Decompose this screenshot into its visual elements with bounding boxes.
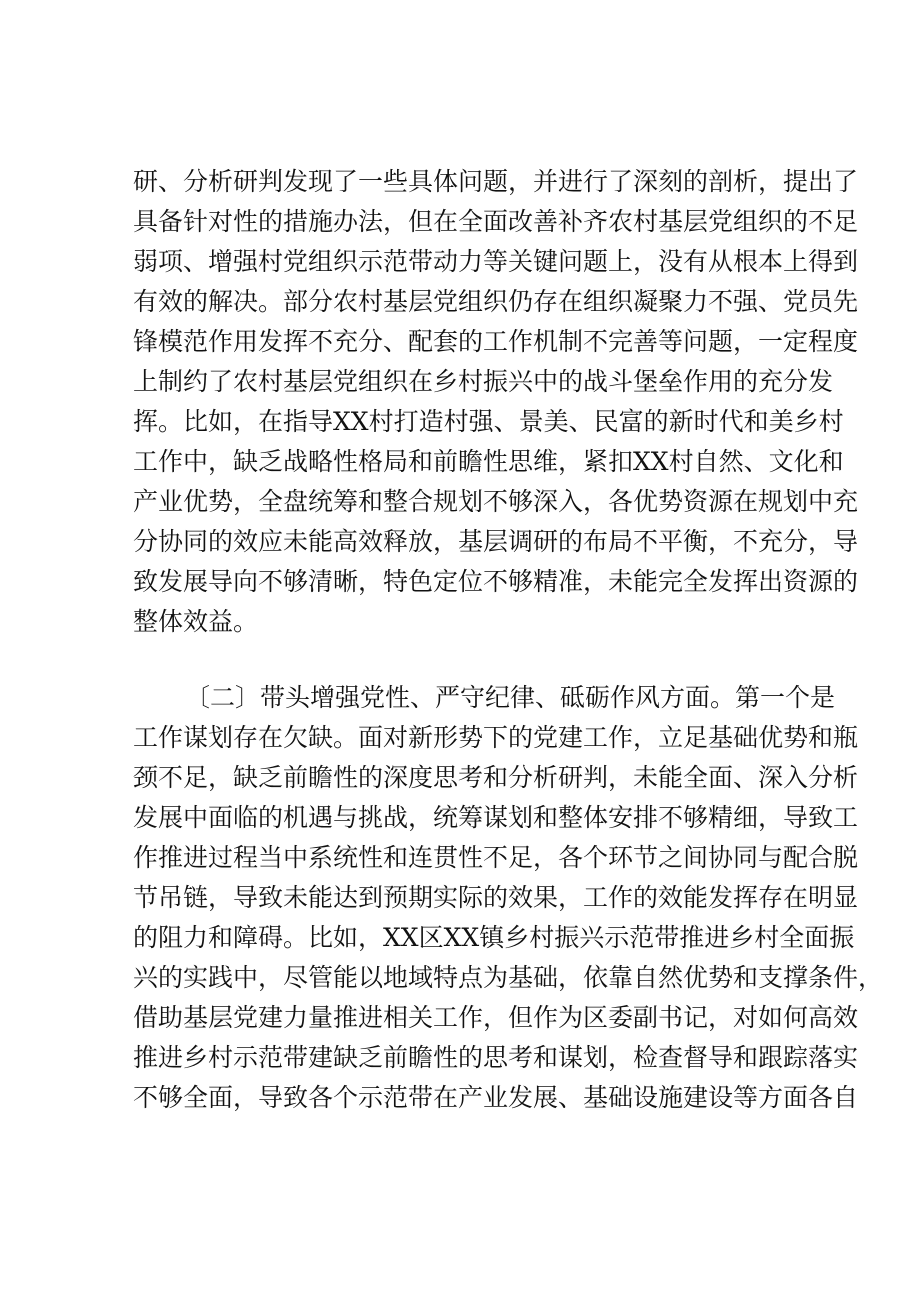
paragraph-1 [133, 162, 859, 642]
paragraph-line: 上制约了农村基层党组织在乡村振兴中的战斗堡垒作用的充分发 [133, 367, 834, 396]
paragraph-line: 不够全面，导致各个示范带在产业发展、基础设施建设等方面各自 [133, 1083, 859, 1112]
paragraph-line: 有效的解决。部分农村基层党组织仍存在组织凝聚力不强、党员先 [133, 287, 859, 316]
paragraph-line: 推进乡村示范带建缺乏前瞻性的思考和谋划，检查督导和跟踪落实 [133, 1043, 859, 1072]
paragraph-line: 分协同的效应未能高效释放，基层调研的布局不平衡，不充分，导 [133, 527, 859, 556]
paragraph-line: 产业优势，全盘统筹和整合规划不够深入，各优势资源在规划中充 [133, 487, 859, 516]
paragraph-line: 弱项、增强村党组织示范带动力等关键问题上，没有从根本上得到 [133, 247, 859, 276]
paragraph-line: 兴的实践中，尽管能以地域特点为基础，依靠自然优势和支撑条件， [133, 963, 884, 992]
paragraph-line: 挥。比如，在指导XX村打造村强、景美、民富的新时代和美乡村 [133, 407, 844, 436]
paragraph-line: 整体效益。 [133, 607, 259, 636]
paragraph-line: 发展中面临的机遇与挑战，统筹谋划和整体安排不够精细，导致工 [133, 803, 859, 832]
paragraph-line: 工作谋划存在欠缺。面对新形势下的党建工作，立足基础优势和瓶 [133, 723, 859, 752]
paragraph-line: 颈不足，缺乏前瞻性的深度思考和分析研判，未能全面、深入分析 [133, 763, 859, 792]
paragraph-line: 作推进过程当中系统性和连贯性不足，各个环节之间协同与配合脱 [133, 843, 859, 872]
paragraph-line: 致发展导向不够清晰，特色定位不够精准，未能完全发挥出资源的 [133, 567, 859, 596]
paragraph-2 [133, 678, 884, 1118]
paragraph-line: 锋模范作用发挥不充分、配套的工作机制不完善等问题，一定程度 [133, 327, 859, 356]
paragraph-line: 的阻力和障碍。比如，XX区XX镇乡村振兴示范带推进乡村全面振 [133, 923, 855, 952]
paragraph-line: 具备针对性的措施办法，但在全面改善补齐农村基层党组织的不足 [133, 207, 859, 236]
section-heading-line: 〔二〕带头增强党性、严守纪律、砥砺作风方面。第一个是 [185, 683, 836, 712]
paragraph-line: 借助基层党建力量推进相关工作，但作为区委副书记，对如何高效 [133, 1003, 859, 1032]
paragraph-line: 工作中，缺乏战略性格局和前瞻性思维，紧扣XX村自然、文化和 [133, 447, 844, 476]
paragraph-line: 节吊链，导致未能达到预期实际的效果，工作的效能发挥存在明显 [133, 883, 859, 912]
paragraph-line: 研、分析研判发现了一些具体问题，并进行了深刻的剖析，提出了 [133, 167, 859, 196]
